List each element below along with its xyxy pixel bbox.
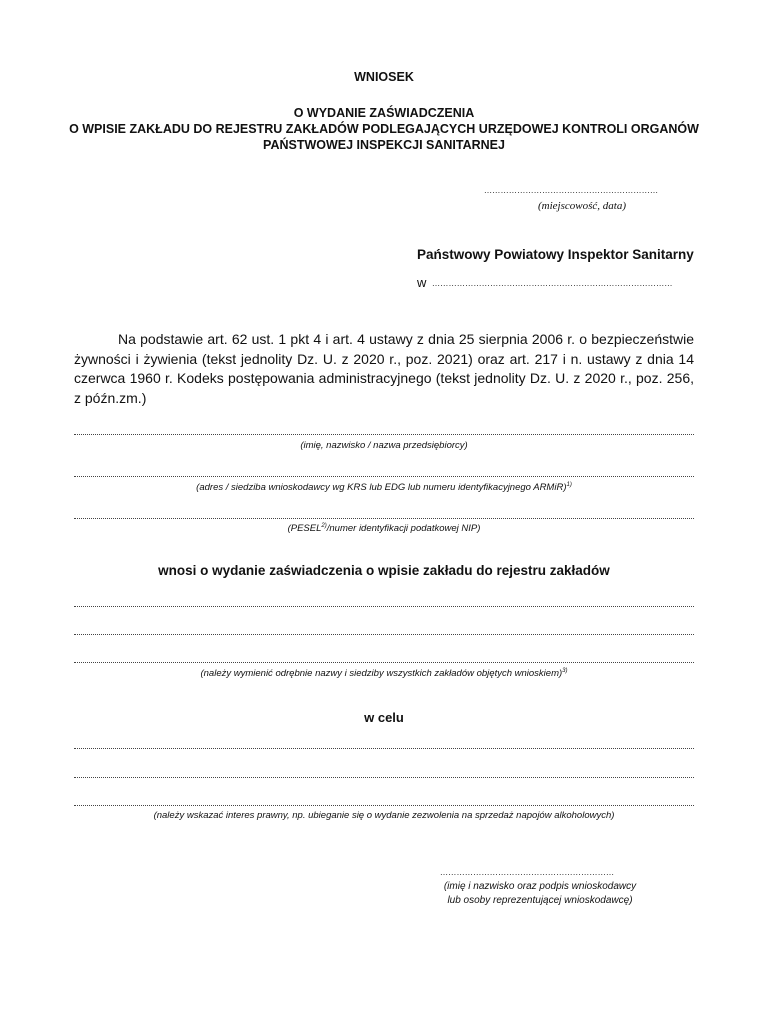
footnote-3-marker: 3)	[562, 668, 568, 674]
addressee-w-prefix: w	[417, 275, 427, 290]
place-date-dots[interactable]: ………………………………………………………	[484, 186, 659, 195]
legal-basis-paragraph	[74, 330, 694, 408]
signature-caption-2: lub osoby reprezentującej wnioskodawcę)	[447, 895, 633, 906]
purpose-heading: w celu	[364, 710, 404, 725]
establishment-field-2[interactable]	[74, 634, 694, 635]
document-title: WNIOSEK	[354, 70, 414, 84]
establishment-field-1[interactable]	[74, 606, 694, 607]
request-heading: wnosi o wydanie zaświadczenia o wpisie zakładu do rejestru zakładów	[158, 563, 610, 578]
pesel-caption-prefix: (PESEL	[287, 523, 322, 535]
establishments-caption-wrap	[74, 668, 694, 679]
footnote-2-marker: 2)	[321, 523, 327, 529]
applicant-address-caption-wrap	[74, 482, 694, 493]
applicant-name-caption: (imię, nazwisko / nazwa przedsiębiorcy)	[300, 440, 468, 451]
footnote-1-marker: 1)	[566, 482, 572, 488]
applicant-address-field[interactable]	[74, 476, 694, 477]
addressee-location-dots[interactable]: ……………………………………………………………………………	[432, 279, 673, 288]
purpose-field-2[interactable]	[74, 777, 694, 778]
signature-dots[interactable]: ………………………………………………………	[440, 868, 615, 877]
document-subtitle-3: PAŃSTWOWEJ INSPEKCJI SANITARNEJ	[263, 138, 505, 152]
applicant-address-caption: (adres / siedziba wnioskodawcy wg KRS lub EDG lub numeru identyfikacyjnego ARMiR)	[196, 482, 567, 494]
applicant-pesel-nip-field[interactable]	[74, 518, 694, 519]
purpose-field-3[interactable]	[74, 805, 694, 806]
purpose-field-1[interactable]	[74, 748, 694, 749]
document-subtitle-1: O WYDANIE ZAŚWIADCZENIA	[293, 106, 475, 120]
legal-basis-text: Na podstawie art. 62 ust. 1 pkt 4 i art. 4 ustawy z dnia 25 sierpnia 2006 r. o bezpieczeństwie żywności i żywienia (tekst jednolity Dz. U. z 2020 r., poz. 2021) oraz art. 217 i n. ustawy z dnia 14 czerwca 1960 r. Kodeks postępowania administracyjnego (tekst jednolity Dz. U. z 2020 r., poz. 256, z późn.zm.)	[74, 331, 694, 406]
purpose-caption: (należy wskazać interes prawny, np. ubieganie się o wydanie zezwolenia na sprzedaż napojów alkoholowych)	[153, 810, 615, 821]
document-subtitle-2: O WPISIE ZAKŁADU DO REJESTRU ZAKŁADÓW PODLEGAJĄCYCH URZĘDOWEJ KONTROLI ORGANÓW	[69, 122, 699, 136]
place-date-caption: (miejscowość, data)	[538, 200, 626, 212]
pesel-caption-suffix: /numer identyfikacji podatkowej NIP)	[326, 523, 481, 535]
establishment-field-3[interactable]	[74, 662, 694, 663]
applicant-pesel-caption-wrap	[74, 523, 694, 534]
addressee-name: Państwowy Powiatowy Inspektor Sanitarny	[417, 247, 694, 262]
applicant-name-field[interactable]	[74, 434, 694, 435]
signature-caption-1: (imię i nazwisko oraz podpis wnioskodawcy	[443, 881, 637, 892]
establishments-caption: (należy wymienić odrębnie nazwy i siedziby wszystkich zakładów objętych wnioskiem)	[200, 668, 563, 680]
